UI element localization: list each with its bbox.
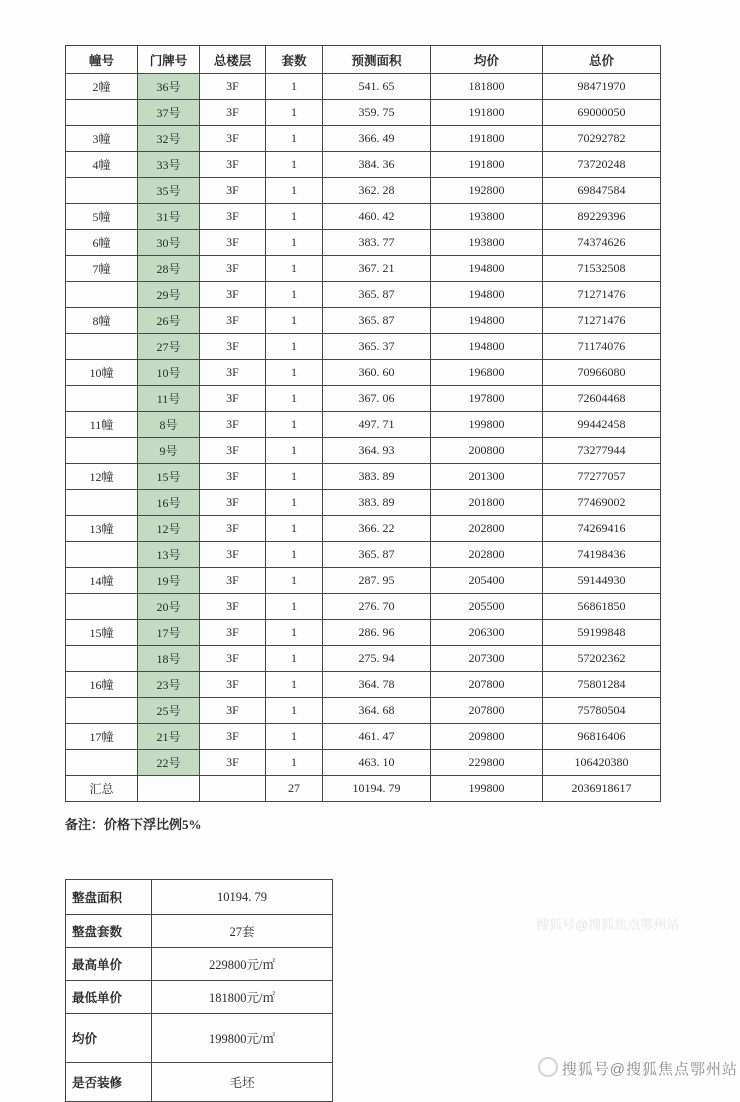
cell: 1 — [266, 386, 323, 412]
cell — [66, 542, 138, 568]
table-row — [66, 620, 661, 646]
cell: 16幢 — [66, 672, 138, 698]
cell: 1 — [266, 126, 323, 152]
cell: 77277057 — [543, 464, 661, 490]
cell: 30号 — [138, 230, 200, 256]
cell: 365. 87 — [323, 542, 431, 568]
cell: 74269416 — [543, 516, 661, 542]
cell: 74374626 — [543, 230, 661, 256]
cell: 77469002 — [543, 490, 661, 516]
cell: 28号 — [138, 256, 200, 282]
cell: 99442458 — [543, 412, 661, 438]
cell: 31号 — [138, 204, 200, 230]
table-row — [66, 698, 661, 724]
summary-label: 最高单价 — [66, 948, 152, 981]
cell: 199800 — [431, 776, 543, 802]
cell: 1 — [266, 750, 323, 776]
summary-body — [66, 880, 333, 1102]
summary-value: 229800元/㎡ — [152, 948, 333, 981]
watermark — [538, 1057, 738, 1079]
cell: 32号 — [138, 126, 200, 152]
table-row — [66, 750, 661, 776]
cell: 359. 75 — [323, 100, 431, 126]
summary-label: 整盘套数 — [66, 915, 152, 948]
cell: 10194. 79 — [323, 776, 431, 802]
table-row — [66, 100, 661, 126]
summary-table-row — [66, 948, 333, 981]
table-row — [66, 516, 661, 542]
cell — [66, 750, 138, 776]
table-row — [66, 230, 661, 256]
cell: 36号 — [138, 74, 200, 100]
cell: 276. 70 — [323, 594, 431, 620]
cell: 3F — [200, 646, 266, 672]
cell: 1 — [266, 334, 323, 360]
cell: 1 — [266, 724, 323, 750]
summary-table-row — [66, 1063, 333, 1102]
cell — [66, 698, 138, 724]
cell: 202800 — [431, 516, 543, 542]
cell: 59144930 — [543, 568, 661, 594]
cell: 181800 — [431, 74, 543, 100]
cell: 96816406 — [543, 724, 661, 750]
cell: 362. 28 — [323, 178, 431, 204]
cell: 14幢 — [66, 568, 138, 594]
cell: 207800 — [431, 672, 543, 698]
cell — [138, 776, 200, 802]
table-row — [66, 490, 661, 516]
cell — [66, 100, 138, 126]
cell: 17幢 — [66, 724, 138, 750]
cell: 5幢 — [66, 204, 138, 230]
cell: 17号 — [138, 620, 200, 646]
cell: 1 — [266, 100, 323, 126]
cell: 4幢 — [66, 152, 138, 178]
cell: 1 — [266, 698, 323, 724]
cell: 3F — [200, 464, 266, 490]
summary-label: 均价 — [66, 1014, 152, 1063]
cell: 75801284 — [543, 672, 661, 698]
cell: 205500 — [431, 594, 543, 620]
cell: 10幢 — [66, 360, 138, 386]
cell: 201300 — [431, 464, 543, 490]
cell: 6幢 — [66, 230, 138, 256]
cell: 1 — [266, 256, 323, 282]
column-header: 总价 — [543, 46, 661, 74]
cell: 1 — [266, 620, 323, 646]
cell: 106420380 — [543, 750, 661, 776]
cell: 23号 — [138, 672, 200, 698]
cell: 11幢 — [66, 412, 138, 438]
cell: 229800 — [431, 750, 543, 776]
cell: 21号 — [138, 724, 200, 750]
cell: 1 — [266, 594, 323, 620]
table-row — [66, 360, 661, 386]
cell: 460. 42 — [323, 204, 431, 230]
cell: 15幢 — [66, 620, 138, 646]
cell: 197800 — [431, 386, 543, 412]
cell: 3F — [200, 386, 266, 412]
cell: 3F — [200, 256, 266, 282]
column-header: 预测面积 — [323, 46, 431, 74]
cell: 383. 89 — [323, 464, 431, 490]
cell: 463. 10 — [323, 750, 431, 776]
table-row — [66, 256, 661, 282]
summary-table-row — [66, 915, 333, 948]
note-text: 备注：价格下浮比例5% — [65, 817, 202, 832]
cell: 364. 93 — [323, 438, 431, 464]
cell: 89229396 — [543, 204, 661, 230]
cell: 25号 — [138, 698, 200, 724]
table-row — [66, 594, 661, 620]
cell: 71174076 — [543, 334, 661, 360]
cell: 286. 96 — [323, 620, 431, 646]
watermark-faint: 搜狐号@搜狐焦点鄂州站 — [536, 917, 680, 932]
column-header: 幢号 — [66, 46, 138, 74]
cell: 11号 — [138, 386, 200, 412]
cell — [66, 646, 138, 672]
summary-table-row — [66, 880, 333, 915]
cell: 275. 94 — [323, 646, 431, 672]
cell: 13号 — [138, 542, 200, 568]
cell — [66, 386, 138, 412]
cell: 3F — [200, 750, 266, 776]
table-row — [66, 464, 661, 490]
table-row — [66, 542, 661, 568]
cell: 8号 — [138, 412, 200, 438]
cell: 1 — [266, 74, 323, 100]
cell: 1 — [266, 282, 323, 308]
cell: 200800 — [431, 438, 543, 464]
cell: 35号 — [138, 178, 200, 204]
cell: 364. 78 — [323, 672, 431, 698]
cell: 366. 49 — [323, 126, 431, 152]
cell: 384. 36 — [323, 152, 431, 178]
cell: 194800 — [431, 334, 543, 360]
cell: 33号 — [138, 152, 200, 178]
cell: 2幢 — [66, 74, 138, 100]
cell: 207800 — [431, 698, 543, 724]
cell: 3F — [200, 360, 266, 386]
cell: 3幢 — [66, 126, 138, 152]
cell: 12幢 — [66, 464, 138, 490]
table-row — [66, 74, 661, 100]
cell: 71271476 — [543, 282, 661, 308]
cell: 73720248 — [543, 152, 661, 178]
summary-row — [66, 776, 661, 802]
cell: 461. 47 — [323, 724, 431, 750]
cell: 3F — [200, 334, 266, 360]
cell: 191800 — [431, 152, 543, 178]
cell: 191800 — [431, 126, 543, 152]
summary-table-row — [66, 981, 333, 1014]
cell: 26号 — [138, 308, 200, 334]
cell: 27号 — [138, 334, 200, 360]
cell: 12号 — [138, 516, 200, 542]
cell: 1 — [266, 646, 323, 672]
cell: 73277944 — [543, 438, 661, 464]
cell: 10号 — [138, 360, 200, 386]
column-header: 均价 — [431, 46, 543, 74]
cell: 366. 22 — [323, 516, 431, 542]
cell: 75780504 — [543, 698, 661, 724]
summary-value: 毛坯 — [152, 1063, 333, 1102]
cell: 19号 — [138, 568, 200, 594]
cell: 1 — [266, 542, 323, 568]
cell: 364. 68 — [323, 698, 431, 724]
cell: 1 — [266, 516, 323, 542]
cell: 27 — [266, 776, 323, 802]
cell: 9号 — [138, 438, 200, 464]
cell: 1 — [266, 230, 323, 256]
cell: 3F — [200, 672, 266, 698]
watermark-text: 搜狐号@搜狐焦点鄂州站 — [561, 1061, 738, 1078]
cell: 1 — [266, 204, 323, 230]
table-row — [66, 412, 661, 438]
cell: 1 — [266, 360, 323, 386]
cell: 367. 06 — [323, 386, 431, 412]
cell: 8幢 — [66, 308, 138, 334]
cell: 1 — [266, 438, 323, 464]
cell: 3F — [200, 698, 266, 724]
cell: 3F — [200, 568, 266, 594]
summary-label: 最低单价 — [66, 981, 152, 1014]
cell: 3F — [200, 178, 266, 204]
cell: 56861850 — [543, 594, 661, 620]
cell: 15号 — [138, 464, 200, 490]
cell: 193800 — [431, 230, 543, 256]
cell: 3F — [200, 516, 266, 542]
cell: 18号 — [138, 646, 200, 672]
table-row — [66, 386, 661, 412]
cell: 3F — [200, 204, 266, 230]
cell: 3F — [200, 230, 266, 256]
cell — [66, 282, 138, 308]
cell: 70966080 — [543, 360, 661, 386]
table-row — [66, 126, 661, 152]
table-row — [66, 282, 661, 308]
cell: 1 — [266, 464, 323, 490]
summary-table-row — [66, 1014, 333, 1063]
cell: 192800 — [431, 178, 543, 204]
cell: 206300 — [431, 620, 543, 646]
table-row — [66, 152, 661, 178]
cell: 3F — [200, 412, 266, 438]
summary-label: 是否装修 — [66, 1063, 152, 1102]
cell: 72604468 — [543, 386, 661, 412]
cell: 70292782 — [543, 126, 661, 152]
cell: 1 — [266, 412, 323, 438]
cell: 汇总 — [66, 776, 138, 802]
cell: 194800 — [431, 282, 543, 308]
summary-label: 整盘面积 — [66, 880, 152, 915]
cell: 71271476 — [543, 308, 661, 334]
column-header: 总楼层 — [200, 46, 266, 74]
cell: 3F — [200, 126, 266, 152]
cell: 20号 — [138, 594, 200, 620]
summary-table — [65, 879, 333, 1102]
cell: 3F — [200, 74, 266, 100]
sohu-logo-icon — [538, 1057, 558, 1077]
table-row — [66, 646, 661, 672]
cell — [66, 178, 138, 204]
cell: 196800 — [431, 360, 543, 386]
cell: 201800 — [431, 490, 543, 516]
document-page — [65, 45, 661, 1102]
table-row — [66, 308, 661, 334]
table-row — [66, 724, 661, 750]
table-row — [66, 334, 661, 360]
summary-value: 181800元/㎡ — [152, 981, 333, 1014]
cell: 3F — [200, 490, 266, 516]
table-row — [66, 204, 661, 230]
cell — [66, 334, 138, 360]
table-row — [66, 438, 661, 464]
cell: 1 — [266, 308, 323, 334]
cell: 3F — [200, 724, 266, 750]
cell: 383. 89 — [323, 490, 431, 516]
cell: 205400 — [431, 568, 543, 594]
cell: 287. 95 — [323, 568, 431, 594]
cell: 1 — [266, 152, 323, 178]
cell: 191800 — [431, 100, 543, 126]
cell: 3F — [200, 152, 266, 178]
cell: 57202362 — [543, 646, 661, 672]
cell: 365. 87 — [323, 308, 431, 334]
column-header: 门牌号 — [138, 46, 200, 74]
cell: 13幢 — [66, 516, 138, 542]
table-header-row — [66, 46, 661, 74]
cell: 202800 — [431, 542, 543, 568]
cell: 193800 — [431, 204, 543, 230]
cell: 207300 — [431, 646, 543, 672]
cell: 199800 — [431, 412, 543, 438]
cell: 3F — [200, 308, 266, 334]
cell — [200, 776, 266, 802]
cell: 16号 — [138, 490, 200, 516]
cell: 3F — [200, 620, 266, 646]
summary-value: 199800元/㎡ — [152, 1014, 333, 1063]
cell: 74198436 — [543, 542, 661, 568]
cell: 3F — [200, 282, 266, 308]
cell: 3F — [200, 594, 266, 620]
cell: 194800 — [431, 308, 543, 334]
cell: 59199848 — [543, 620, 661, 646]
cell — [66, 438, 138, 464]
cell: 365. 87 — [323, 282, 431, 308]
cell: 37号 — [138, 100, 200, 126]
cell: 22号 — [138, 750, 200, 776]
cell: 497. 71 — [323, 412, 431, 438]
cell: 3F — [200, 438, 266, 464]
table-body — [66, 74, 661, 802]
cell: 71532508 — [543, 256, 661, 282]
cell: 2036918617 — [543, 776, 661, 802]
cell: 367. 21 — [323, 256, 431, 282]
cell: 194800 — [431, 256, 543, 282]
table-row — [66, 178, 661, 204]
cell: 3F — [200, 100, 266, 126]
cell: 209800 — [431, 724, 543, 750]
cell: 1 — [266, 672, 323, 698]
cell: 3F — [200, 542, 266, 568]
cell: 365. 37 — [323, 334, 431, 360]
cell: 29号 — [138, 282, 200, 308]
summary-value: 27套 — [152, 915, 333, 948]
summary-value: 10194. 79 — [152, 880, 333, 915]
cell — [66, 490, 138, 516]
cell: 360. 60 — [323, 360, 431, 386]
cell: 383. 77 — [323, 230, 431, 256]
table-row — [66, 568, 661, 594]
cell: 69000050 — [543, 100, 661, 126]
cell: 541. 65 — [323, 74, 431, 100]
cell: 1 — [266, 568, 323, 594]
cell: 1 — [266, 178, 323, 204]
column-header: 套数 — [266, 46, 323, 74]
cell — [66, 594, 138, 620]
cell: 1 — [266, 490, 323, 516]
price-table — [65, 45, 661, 802]
cell: 7幢 — [66, 256, 138, 282]
cell: 98471970 — [543, 74, 661, 100]
cell: 69847584 — [543, 178, 661, 204]
table-row — [66, 672, 661, 698]
